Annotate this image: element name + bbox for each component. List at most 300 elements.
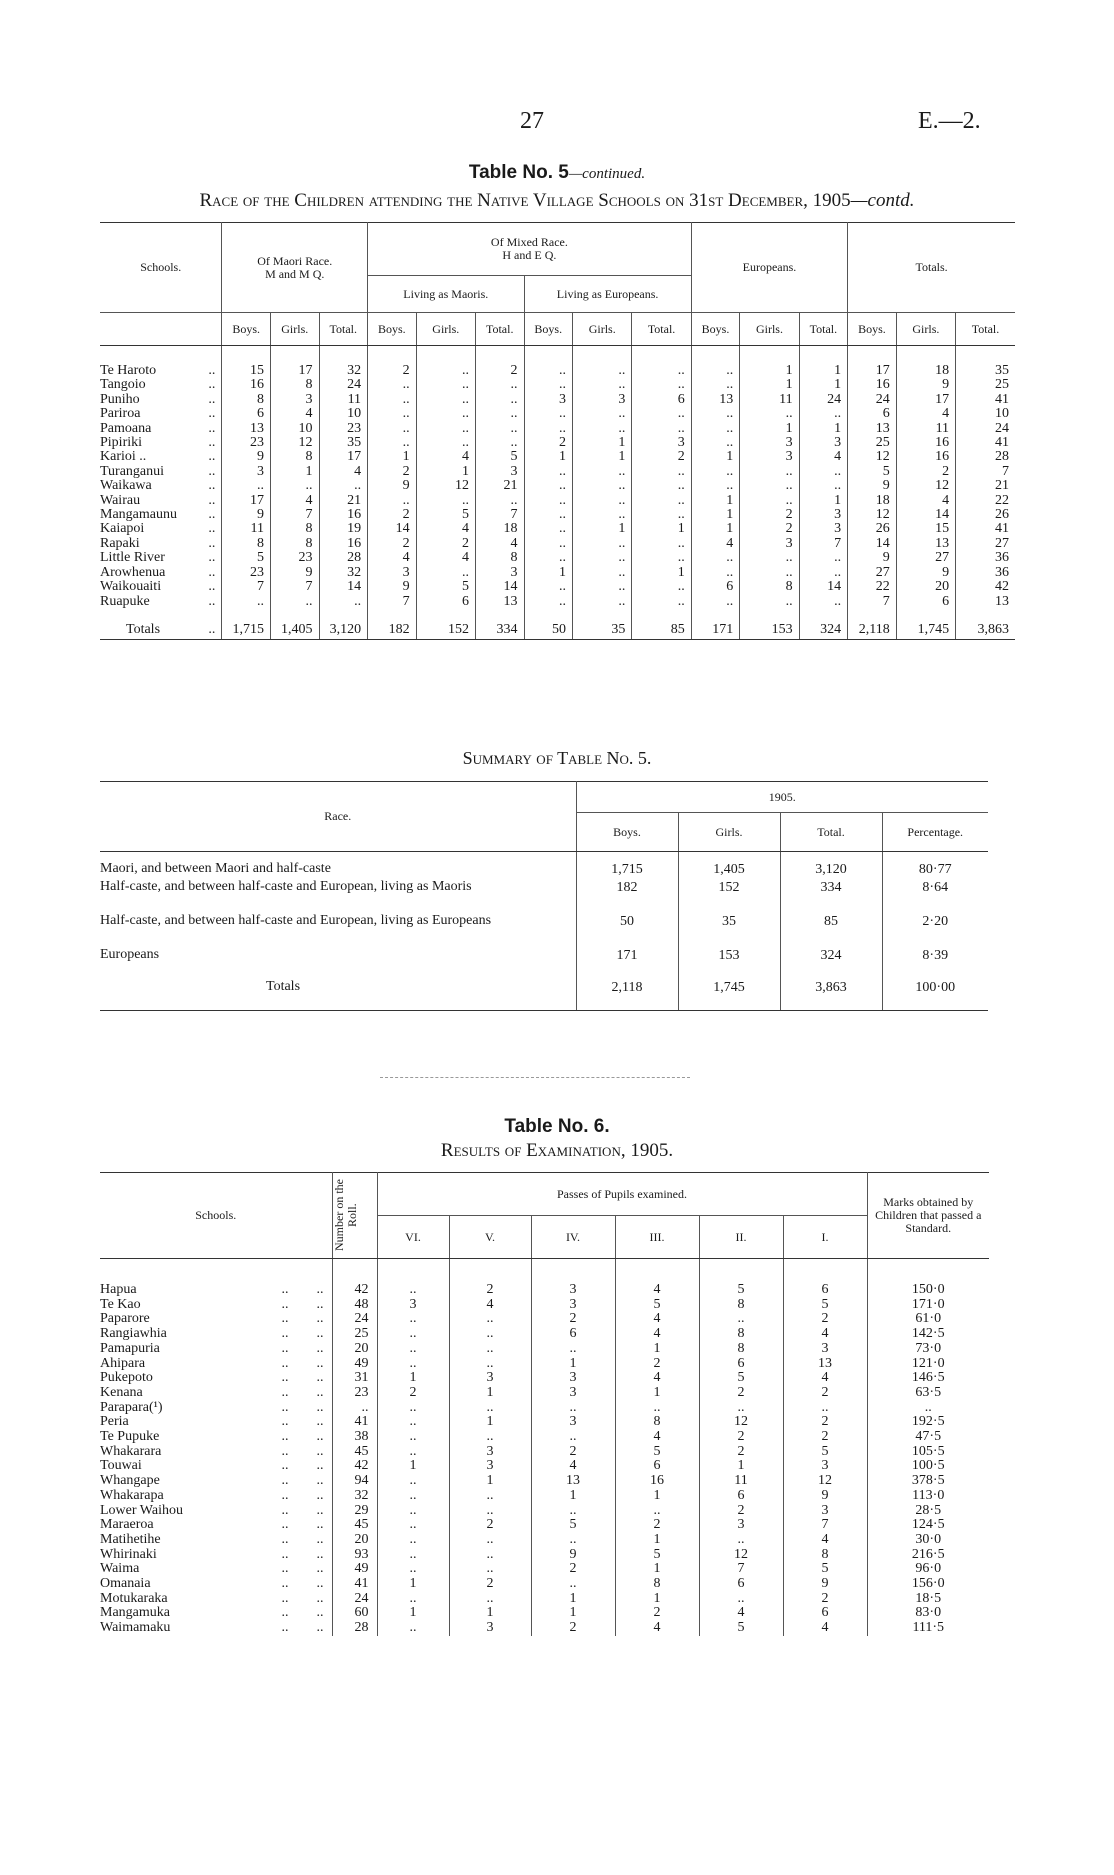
school-name-cell: Omanaia .. .. [100,1577,332,1592]
table-row [100,1577,989,1592]
table-row [100,1562,989,1577]
table-cell: 2 [368,465,417,479]
race-label: Europeans [100,947,160,962]
table-cell: 1 [416,465,475,479]
leader-dots: .. [208,420,216,436]
marks-cell: 150·0 [867,1259,989,1298]
table-cell: 14 [368,522,417,536]
school-name-cell: Hapua .. .. [100,1259,332,1298]
summary-total-total: 3,863 [780,966,882,1011]
table-cell: 8 [270,522,319,536]
passes-cell: .. [377,1489,449,1504]
table-cell: 9 [368,479,417,493]
table-row [100,522,1015,536]
table-cell: .. [632,595,691,609]
table-cell: .. [416,436,475,450]
table-row [100,1474,989,1489]
marks-cell: 142·5 [867,1327,989,1342]
totals-cell: 334 [475,609,524,640]
roll-cell: 20 [332,1342,377,1357]
school-name-cell: Pipiriki .. [100,436,222,450]
roll-cell: 94 [332,1474,377,1489]
passes-cell: .. [377,1474,449,1489]
marks-cell: 111·5 [867,1621,989,1636]
passes-cell: 5 [615,1548,699,1563]
roll-cell: 42 [332,1259,377,1298]
table-cell: 1 [368,450,417,464]
table-cell: 6 [632,393,691,407]
table-cell: .. [416,422,475,436]
header-standard: I. [783,1216,867,1259]
header-marks: Marks obtained by Children that passed a Standard. [867,1173,989,1259]
table-cell: 4 [896,407,955,421]
table-row [100,566,1015,580]
table-row [100,450,1015,464]
school-name-cell: Lower Waihou .. .. [100,1504,332,1519]
school-name-cell: Arowhenua .. [100,566,222,580]
passes-cell: .. [449,1327,531,1342]
table-cell: .. [632,508,691,522]
table6-subtitle: Results of Examination, 1905. [440,1140,674,1161]
table-cell: 14 [799,580,848,594]
leader-dots: .. [208,435,216,451]
summary-total-cell: 334 [780,880,882,914]
leader-dots: .. .. [281,1311,324,1327]
marks-cell: 30·0 [867,1533,989,1548]
table-cell: .. [691,407,740,421]
school-name-cell: Waimamaku .. .. [100,1621,332,1636]
leader-dots: .. [208,621,216,637]
table-cell: 28 [956,450,1015,464]
table-cell: 32 [319,346,368,379]
passes-cell: 12 [699,1415,783,1430]
leader-dots: .. [208,507,216,523]
table-cell: 11 [319,393,368,407]
page-code: E.—2. [918,108,981,134]
passes-cell: 1 [449,1606,531,1621]
passes-cell: 2 [531,1621,615,1636]
header-totals: Totals. [848,223,1015,313]
totals-cell: 85 [632,609,691,640]
summary-row [100,880,988,914]
marks-cell: 113·0 [867,1489,989,1504]
passes-cell: 1 [615,1342,699,1357]
table-cell: 13 [222,422,271,436]
table-cell: 1 [691,450,740,464]
table-cell: .. [691,479,740,493]
passes-cell: 1 [377,1459,449,1474]
passes-cell: 3 [783,1504,867,1519]
roll-cell: 42 [332,1459,377,1474]
passes-cell: 1 [615,1592,699,1607]
table-row [100,1386,989,1401]
school-name-cell: Te Pupuke .. .. [100,1430,332,1445]
table-cell: 13 [475,595,524,609]
table-row [100,1401,989,1416]
table5-title: Table No. 5—continued. [468,162,646,183]
marks-cell: 171·0 [867,1298,989,1313]
table-cell: 4 [319,465,368,479]
passes-cell: 2 [699,1445,783,1460]
table-row [100,1415,989,1430]
leader-dots: .. .. [281,1355,324,1371]
roll-cell: 32 [332,1489,377,1504]
summary-row [100,852,988,881]
table6-title: Table No. 6. [504,1116,610,1137]
summary-boys-cell: 182 [576,880,678,914]
passes-cell: 12 [783,1474,867,1489]
table-cell: .. [573,566,632,580]
table-cell: .. [573,346,632,379]
table-cell: 2 [524,436,573,450]
leader-dots: .. .. [281,1296,324,1312]
table-cell: .. [368,378,417,392]
leader-dots: .. [208,564,216,580]
table-cell: 42 [956,580,1015,594]
passes-cell: 4 [783,1533,867,1548]
passes-cell: 3 [449,1621,531,1636]
table-cell: 7 [222,580,271,594]
table-cell: .. [632,407,691,421]
table-cell: .. [573,479,632,493]
passes-cell: 5 [531,1518,615,1533]
totals-cell: 3,863 [956,609,1015,640]
summary-total-cell: 3,120 [780,852,882,881]
table-cell: .. [573,595,632,609]
header-blank [100,313,222,346]
passes-cell: 4 [531,1459,615,1474]
table-cell: .. [222,479,271,493]
table-row [100,393,1015,407]
subheader-girls: Girls. [573,313,632,346]
table-cell: .. [691,465,740,479]
totals-label: Totals .. [100,609,222,640]
table-cell: 5 [848,465,897,479]
table-cell: .. [270,479,319,493]
table-cell: 32 [319,566,368,580]
table-cell: .. [524,465,573,479]
table-cell: 1 [799,378,848,392]
school-name-cell: Peria .. .. [100,1415,332,1430]
header-percentage: Percentage. [882,813,988,852]
table-cell: 21 [475,479,524,493]
table-cell: 4 [270,407,319,421]
totals-cell: 1,715 [222,609,271,640]
roll-cell: 24 [332,1592,377,1607]
page-number: 27 [520,108,544,134]
school-name-cell: Whakarara .. .. [100,1445,332,1460]
table5-subtitle: Race of the Children attending the Native Village Schools on 31st December, 1905—contd. [199,190,915,211]
passes-cell: 5 [783,1298,867,1313]
totals-cell: 1,745 [896,609,955,640]
marks-cell: 100·5 [867,1459,989,1474]
race-label: Half-caste, and between half-caste and European, living as Maoris [100,879,472,894]
subheader-total: Total. [632,313,691,346]
school-name-cell: Waima .. .. [100,1562,332,1577]
leader-dots: .. [208,550,216,566]
totals-cell: 50 [524,609,573,640]
race-label: Half-caste, and between half-caste and European, living as Europeans [100,913,492,928]
table-cell: 6 [416,595,475,609]
table-cell: 22 [848,580,897,594]
table-row [100,1518,989,1533]
roll-cell: 20 [332,1533,377,1548]
roll-cell: 41 [332,1577,377,1592]
table-cell: 3 [740,436,799,450]
totals-cell: 182 [368,609,417,640]
table-row [100,1430,989,1445]
table-cell: .. [740,551,799,565]
table-row [100,1489,989,1504]
table-cell: 36 [956,566,1015,580]
school-name-cell: Te Haroto .. [100,346,222,379]
school-name-cell: Mangamaunu .. [100,508,222,522]
table-cell: .. [524,522,573,536]
marks-cell: 83·0 [867,1606,989,1621]
leader-dots: .. [208,363,216,378]
leader-dots: .. .. [281,1561,324,1577]
passes-cell: 7 [699,1562,783,1577]
summary-girls-cell: 1,405 [678,852,780,881]
table-cell: 18 [848,494,897,508]
passes-cell: .. [377,1430,449,1445]
leader-dots: .. .. [281,1487,324,1503]
totals-cell: 1,405 [270,609,319,640]
race-label: Maori, and between Maori and half-caste [100,861,331,876]
header-maori-race: Of Maori Race. M and M Q. [222,223,368,313]
table-cell: .. [573,378,632,392]
header-living-europeans: Living as Europeans. [524,276,691,313]
subheader-boys: Boys. [368,313,417,346]
table-cell: 18 [475,522,524,536]
leader-dots: .. .. [281,1340,324,1356]
subheader-boys: Boys. [691,313,740,346]
header-girls: Girls. [678,813,780,852]
table-cell: 3 [740,537,799,551]
table-cell: 15 [896,522,955,536]
passes-cell: .. [699,1312,783,1327]
table-cell: 6 [691,580,740,594]
table-cell: .. [573,465,632,479]
table-cell: 24 [799,393,848,407]
passes-cell: 2 [615,1606,699,1621]
table-cell: 4 [416,522,475,536]
school-name-cell: Ahipara .. .. [100,1357,332,1372]
table-cell: 9 [270,566,319,580]
table-cell: 2 [368,346,417,379]
passes-cell: 1 [531,1489,615,1504]
roll-cell: 29 [332,1504,377,1519]
table-cell: 4 [475,537,524,551]
table-cell: 17 [319,450,368,464]
passes-cell: 3 [449,1459,531,1474]
table-cell: .. [475,422,524,436]
roll-cell: 49 [332,1562,377,1577]
school-name-cell: Pamoana .. [100,422,222,436]
passes-cell: .. [531,1401,615,1416]
table-cell: 9 [848,551,897,565]
table-cell: 9 [848,479,897,493]
table-cell: .. [632,551,691,565]
passes-cell: .. [377,1312,449,1327]
table-cell: 2 [416,537,475,551]
table-cell: 21 [319,494,368,508]
table-cell: 13 [848,422,897,436]
table-cell: .. [368,393,417,407]
passes-cell: .. [377,1327,449,1342]
leader-dots: .. .. [281,1414,324,1430]
leader-dots: .. .. [281,1458,324,1474]
summary-row [100,914,988,948]
table-cell: .. [475,378,524,392]
leader-dots: .. .. [281,1620,324,1636]
passes-cell: .. [377,1357,449,1372]
table-cell: .. [368,494,417,508]
table-cell: 9 [896,566,955,580]
school-name-cell: Te Kao .. .. [100,1298,332,1313]
table-cell: .. [524,537,573,551]
table-cell: 13 [691,393,740,407]
passes-cell: 8 [783,1548,867,1563]
table-cell: 2 [740,508,799,522]
passes-cell: .. [531,1533,615,1548]
school-name-cell: Pariroa .. [100,407,222,421]
passes-cell: 5 [615,1445,699,1460]
table-cell: 23 [319,422,368,436]
passes-cell: .. [449,1430,531,1445]
passes-cell: 2 [699,1504,783,1519]
table-cell: 15 [222,346,271,379]
table-cell: .. [222,595,271,609]
table-cell: 3 [799,508,848,522]
passes-cell: 9 [531,1548,615,1563]
table-cell: .. [416,346,475,379]
leader-dots: .. [208,521,216,537]
table-cell: 9 [368,580,417,594]
table-row [100,407,1015,421]
roll-cell: 25 [332,1327,377,1342]
summary-total-pct: 100·00 [882,966,988,1011]
passes-cell: 3 [531,1371,615,1386]
header-standard: IV. [531,1216,615,1259]
passes-cell: .. [699,1533,783,1548]
table-cell: 35 [319,436,368,450]
table-row [100,1606,989,1621]
passes-cell: .. [449,1504,531,1519]
marks-cell: 96·0 [867,1562,989,1577]
subheader-boys: Boys. [524,313,573,346]
table-cell: 2 [368,537,417,551]
school-name-cell: Rapaki .. [100,537,222,551]
passes-cell: 9 [783,1489,867,1504]
marks-cell: 105·5 [867,1445,989,1460]
table-cell: 5 [416,580,475,594]
table-cell: .. [740,595,799,609]
leader-dots: .. .. [281,1590,324,1606]
table-cell: 41 [956,436,1015,450]
table-cell: 4 [691,537,740,551]
summary-total-cell: 324 [780,948,882,966]
table-cell: 26 [956,508,1015,522]
passes-cell: 2 [531,1562,615,1577]
table-cell: 9 [222,450,271,464]
table-cell: 2 [475,346,524,379]
table-cell: .. [319,479,368,493]
passes-cell: 6 [531,1327,615,1342]
school-name-cell: Pamapuria .. .. [100,1342,332,1357]
summary-total-girls: 1,745 [678,966,780,1011]
table-cell: 7 [848,595,897,609]
marks-cell: 47·5 [867,1430,989,1445]
header-total: Total. [780,813,882,852]
table-cell: 8 [475,551,524,565]
table-cell: 1 [632,522,691,536]
table-cell: 41 [956,393,1015,407]
summary-pct-cell: 80·77 [882,852,988,881]
passes-cell: 1 [377,1577,449,1592]
table-cell: 14 [475,580,524,594]
passes-cell: 8 [699,1342,783,1357]
passes-cell: 8 [615,1577,699,1592]
table-cell: 1 [524,566,573,580]
table-cell: 9 [222,508,271,522]
table-cell: .. [368,436,417,450]
table-cell: 13 [896,537,955,551]
passes-cell: 1 [377,1371,449,1386]
table-cell: 22 [956,494,1015,508]
passes-cell: 2 [699,1386,783,1401]
subheader-girls: Girls. [896,313,955,346]
summary-girls-cell: 35 [678,914,780,948]
passes-cell: .. [377,1445,449,1460]
table-cell: 14 [848,537,897,551]
table-cell: 11 [896,422,955,436]
table-cell: .. [740,566,799,580]
table-row [100,1259,989,1298]
totals-cell: 153 [740,609,799,640]
table-cell: 1 [691,522,740,536]
summary-title: Summary of Table No. 5. [462,748,652,768]
leader-dots: .. .. [281,1384,324,1400]
table-cell: .. [475,436,524,450]
table-cell: 5 [475,450,524,464]
table-row [100,1533,989,1548]
totals-cell: 152 [416,609,475,640]
table-cell: 8 [270,450,319,464]
subheader-girls: Girls. [416,313,475,346]
passes-cell: 3 [699,1518,783,1533]
table-cell: .. [573,580,632,594]
table-cell: 35 [956,346,1015,379]
table-cell: .. [691,551,740,565]
passes-cell: 1 [615,1562,699,1577]
leader-dots: .. .. [281,1502,324,1518]
table-cell: 2 [896,465,955,479]
passes-cell: .. [615,1504,699,1519]
table-cell: 12 [848,450,897,464]
table-cell: 6 [222,407,271,421]
table-cell: 12 [896,479,955,493]
summary-pct-cell: 8·64 [882,880,988,914]
table-cell: 1 [573,522,632,536]
table-cell: 27 [896,551,955,565]
passes-cell: 2 [615,1357,699,1372]
table-cell: 28 [319,551,368,565]
table-cell: 1 [632,566,691,580]
passes-cell: 6 [699,1489,783,1504]
table-cell: .. [799,465,848,479]
table-cell: 10 [319,407,368,421]
